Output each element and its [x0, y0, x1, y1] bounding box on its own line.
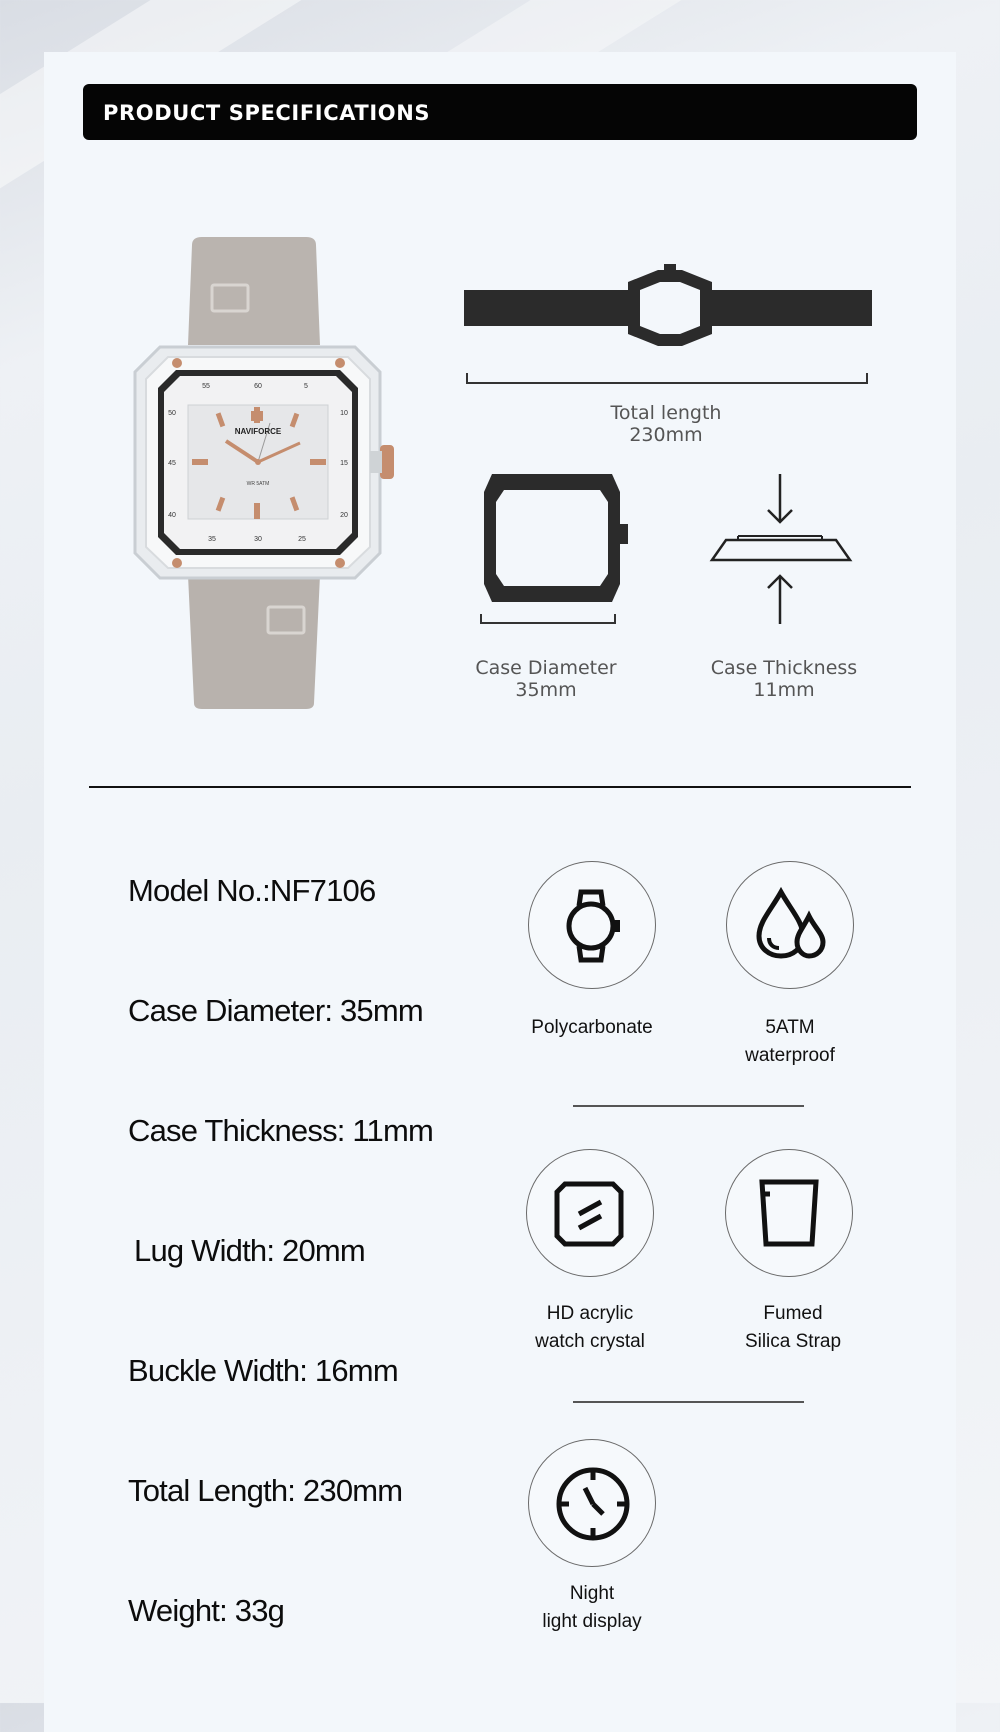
feature-divider [573, 1401, 804, 1403]
header-bar [83, 84, 917, 140]
feature-acrylic-crystal-label: HD acrylic watch crystal [535, 1303, 645, 1352]
strap-icon [750, 1174, 830, 1254]
spec-case-thickness: Case Thickness: 11mm [128, 1113, 434, 1148]
spec-buckle-width: Buckle Width: 16mm [128, 1353, 398, 1388]
total-length-diagram [460, 262, 880, 392]
svg-text:20: 20 [340, 512, 348, 519]
feature-acrylic-crystal [526, 1149, 654, 1277]
spec-lug-width: Lug Width: 20mm [134, 1233, 365, 1268]
case-thickness-diagram [708, 470, 858, 630]
feature-silica-strap [725, 1149, 853, 1277]
svg-text:10: 10 [340, 410, 348, 417]
svg-text:30: 30 [254, 536, 262, 543]
page-title: PRODUCT SPECIFICATIONS [103, 101, 431, 125]
feature-divider [573, 1105, 804, 1107]
feature-polycarbonate [528, 861, 656, 989]
watch-product-image [130, 235, 415, 715]
svg-text:40: 40 [168, 512, 176, 519]
spec-model-number: Model No.:NF7106 [128, 873, 376, 908]
spec-total-length: Total Length: 230mm [128, 1473, 403, 1508]
svg-text:55: 55 [202, 383, 210, 390]
spec-weight: Weight: 33g [128, 1593, 285, 1628]
case-diameter-diagram [474, 470, 634, 630]
total-length-label: Total length 230mm [610, 402, 722, 446]
svg-text:5: 5 [304, 383, 308, 390]
svg-text:50: 50 [168, 410, 176, 417]
feature-polycarbonate-label: Polycarbonate [531, 1017, 653, 1038]
svg-text:WR 5ATM: WR 5ATM [246, 481, 270, 487]
svg-text:15: 15 [340, 460, 348, 467]
feature-waterproof [726, 861, 854, 989]
svg-text:35: 35 [208, 536, 216, 543]
spec-case-diameter: Case Diameter: 35mm [128, 993, 423, 1028]
clock-icon [553, 1464, 633, 1544]
brand-logo-icon [251, 411, 263, 421]
case-diameter-label: Case Diameter 35mm [475, 657, 617, 701]
case-thickness-label: Case Thickness 11mm [710, 657, 858, 701]
feature-waterproof-label: 5ATM waterproof [745, 1017, 835, 1066]
feature-silica-strap-label: Fumed Silica Strap [744, 1303, 842, 1352]
svg-text:60: 60 [254, 383, 262, 390]
svg-text:NAVIFORCE: NAVIFORCE [234, 427, 282, 436]
crystal-icon [551, 1174, 631, 1254]
section-divider [89, 786, 911, 788]
svg-text:45: 45 [168, 460, 176, 467]
feature-night-light [528, 1439, 656, 1567]
svg-text:25: 25 [298, 536, 306, 543]
feature-night-light-label: Night light display [542, 1583, 642, 1632]
water-drops-icon [751, 886, 831, 966]
watch-case-icon [553, 886, 633, 966]
